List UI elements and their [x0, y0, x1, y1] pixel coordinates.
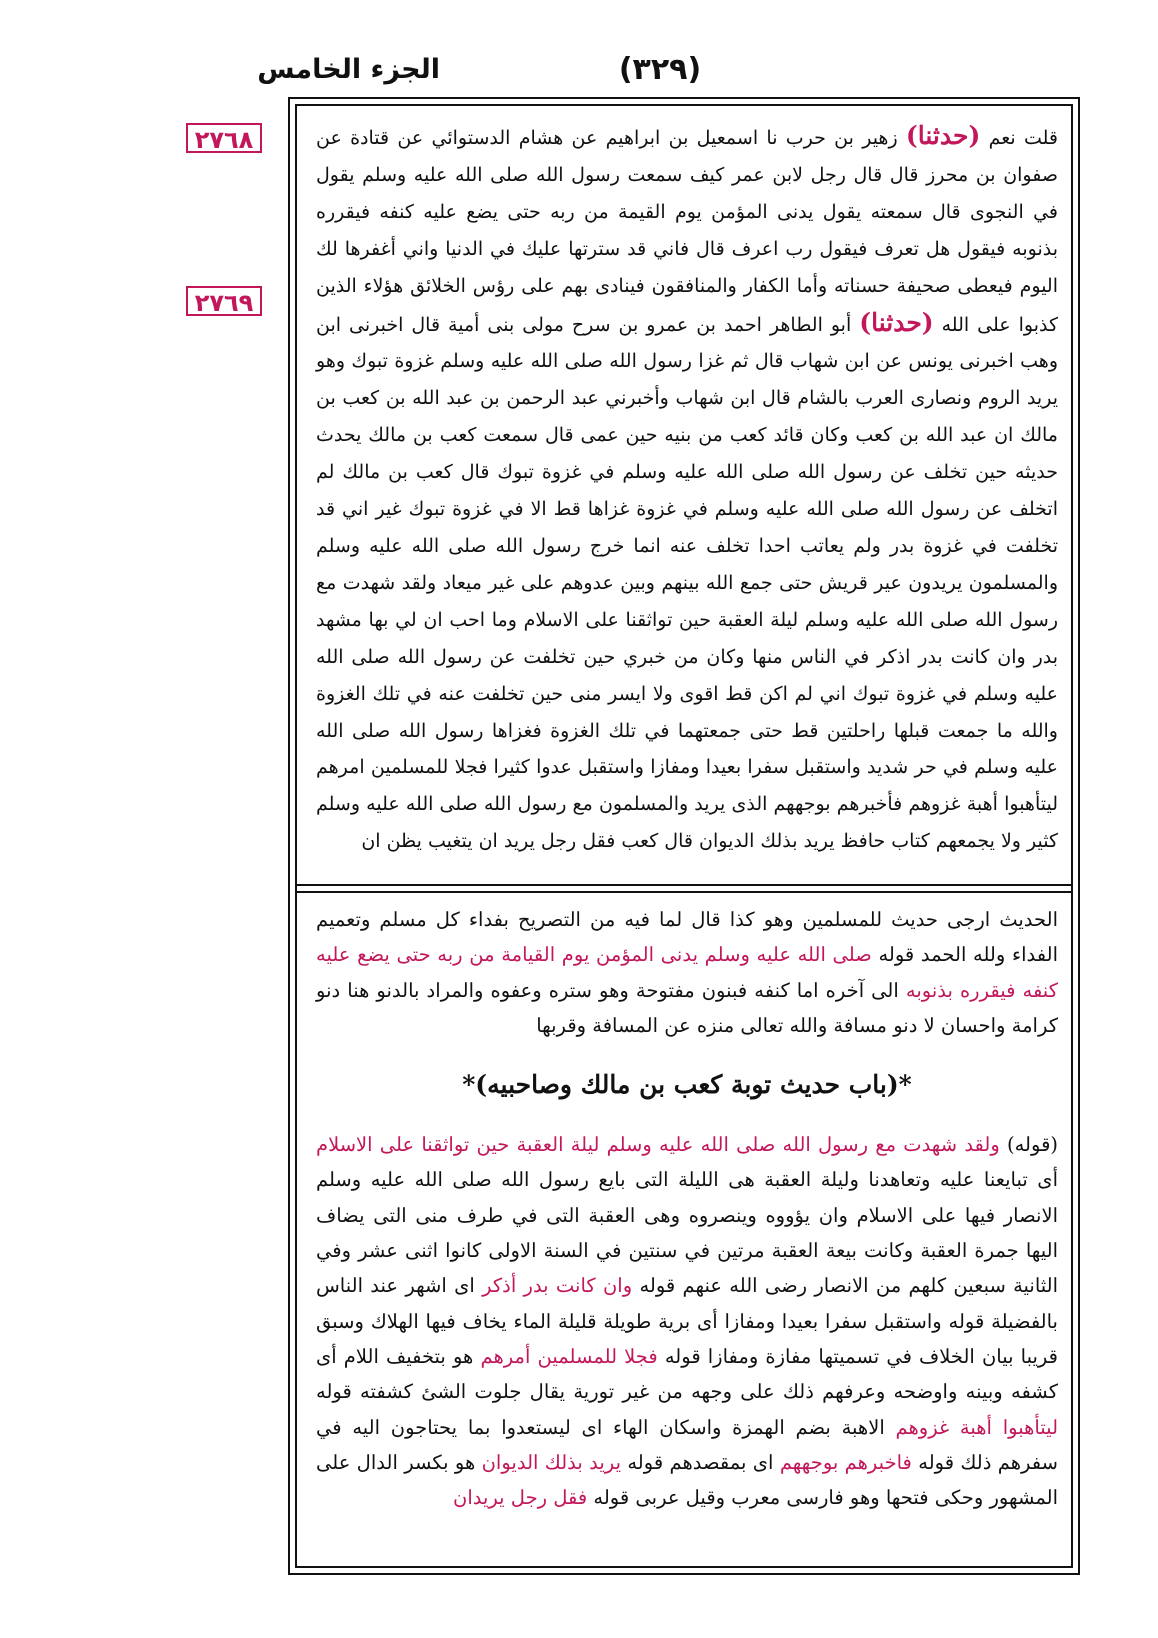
commentary-block [316, 902, 1058, 1515]
hadith-number-box: ٢٧٦٩ [186, 286, 262, 316]
section-divider [295, 884, 1073, 886]
page-number: (٣٢٩) [618, 52, 702, 87]
text-segment: قوله [878, 943, 915, 967]
text-segment: (قوله) [1007, 1133, 1059, 1157]
text-segment: الحديث ارجى حديث للمسلمين وهو كذا قال لما فيه من التصريح بفداء كل مسلم وتعميم الفداء ولله الحمد [316, 908, 1058, 967]
highlighted-quote: فقل رجل يريدان [453, 1486, 588, 1510]
commentary-paragraph [316, 902, 1058, 1043]
highlighted-quote: فاخبرهم بوجههم [779, 1450, 912, 1474]
highlighted-quote: فجلا للمسلمين أمرهم [480, 1344, 658, 1368]
haddathana-keyword: (حدثنا) [859, 307, 934, 337]
commentary-paragraph [316, 1127, 1058, 1515]
text-segment: أى تبايعنا عليه وتعاهدنا وليلة العقبة هى الليلة التى بايع رسول الله صلى الله عليه وسلم الانصار فيها على الاسلام وان يؤووه وينصروه وهى العقبة التى في طرف منى التى يضاف اليها جمرة العقبة وكانت بيعة العقبة مرتين في سنتين في السنة الاولى كانوا اثنى عشر وفي الثانية سبعين كلهم من الانصار رضى الله عنهم قوله [316, 1168, 1059, 1298]
hadith-number-box: ٢٧٦٨ [186, 123, 262, 153]
text-segment: أبو الطاهر احمد بن عمرو بن سرح مولى بنى أمية قال اخبرنى ابن وهب اخبرنى يونس عن ابن شهاب قال ثم غزا رسول الله صلى الله عليه وسلم غزوة تبوك وهو يريد الروم ونصارى العرب بالشام قال ابن شهاب وأخبرني عبد الرحمن بن عبد الله بن كعب بن مالك ان عبد الله بن كعب وكان قائد كعب من بنيه حين عمى قال سمعت كعب بن مالك يحدث حديثه حين تخلف عن رسول الله صلى الله عليه وسلم في غزوة تبوك قال كعب بن مالك لم اتخلف عن رسول الله صلى الله عليه وسلم في غزوة غزاها قط الا في غزوة تبوك غير اني قد تخلفت في غزوة بدر ولم يعاتب احدا تخلف عنه انما خرج رسول الله صلى الله عليه وسلم والمسلمون يريدون عير قريش حتى جمع الله بينهم وبين عدوهم على غير ميعاد ولقد شهدت مع رسول الله صلى الله عليه وسلم ليلة العقبة حين تواثقنا على الاسلام وما احب ان لي بها مشهد بدر وان كانت بدر اذكر في الناس منها وكان من خبري حين تخلفت عن رسول الله صلى الله عليه وسلم في غزوة تبوك اني لم اكن قط اقوى ولا ايسر منى حين تخلفت عنه في تلك الغزوة والله ما جمعت قبلها راحلتين قط حتى جمعتهما في تلك الغزوة فغزاها رسول الله صلى الله عليه وسلم في حر شديد واستقبل سفرا بعيدا ومفازا واستقبل عدوا كثيرا فجلا للمسلمين امرهم ليتأهبوا أهبة غزوهم فأخبرهم بوجههم الذى يريد والمسلمون مع رسول الله صلى الله عليه وسلم كثير ولا يجمعهم كتاب حافظ يريد بذلك الديوان قال كعب فقل رجل يريد ان يتغيب يظن ان [316, 313, 1058, 853]
hadith-text-block [316, 118, 1058, 860]
volume-title: الجزء الخامس [257, 54, 440, 85]
highlighted-quote: ليتأهبوا أهبة غزوهم [895, 1415, 1059, 1439]
text-segment: هو بتخفيف اللام أى كشفه وبينه واوضحه وعرفهم ذلك على وجهه من غير تورية يقال جلوت الشئ كشفته قوله [316, 1344, 1058, 1404]
page-header [0, 44, 1158, 94]
highlighted-quote: يريد بذلك الديوان [481, 1450, 621, 1474]
text-segment: هو بكسر الدال على المشهور وحكى فتحها وهو فارسى معرب وقيل عربى قوله [316, 1450, 1058, 1510]
highlighted-quote: ولقد شهدت مع رسول الله صلى الله عليه وسلم ليلة العقبة حين تواثقنا على الاسلام [316, 1133, 1000, 1157]
text-segment: الاهبة بضم الهمزة واسكان الهاء اى ليستعدوا بما يحتاجون اليه في سفرهم ذلك قوله [316, 1415, 1058, 1474]
text-segment: اى اشهر عند الناس بالفضيلة قوله واستقبل سفرا بعيدا ومفازا أى برية طويلة قليلة الماء يخاف فيها الهلاك وسبق قريبا بيان الخلاف في تسميتها مفازة ومفازا قوله [316, 1274, 1059, 1368]
highlighted-quote: وان كانت بدر أذكر [482, 1274, 633, 1298]
chapter-heading: *(باب حديث توبة كعب بن مالك وصاحبيه)* [462, 1070, 912, 1100]
highlighted-quote: صلى الله عليه وسلم يدنى المؤمن يوم القيامة من ربه حتى يضع عليه كنفه فيقرره بذنوبه [316, 943, 1058, 1002]
section-divider [295, 891, 1073, 893]
text-segment: الى آخره اما كنفه فبنون مفتوحة وهو ستره وعفوه والمراد بالدنو هنا دنو كرامة واحسان لا دنو مسافة والله تعالى منزه عن المسافة وقربها [316, 978, 1058, 1037]
text-segment: اى بمقصدهم قوله [627, 1450, 774, 1474]
haddathana-keyword: (حدثنا) [905, 121, 981, 150]
text-segment: زهير بن حرب نا اسمعيل بن ابراهيم عن هشام الدستوائي عن قتادة عن صفوان بن محرز قال قال رجل لابن عمر كيف سمعت رسول الله صلى الله عليه وسلم يقول في النجوى قال سمعته يقول يدنى المؤمن يوم القيمة من ربه حتى يضع عليه كنفه فيقرره بذنوبه فيقول هل تعرف فيقول رب اعرف قال فاني قد سترتها عليك في الدنيا واني أغفرها لك اليوم فيعطى صحيفة حسناته وأما الكفار والمنافقون فينادى بهم على رؤس الخلائق هؤلاء الذين كذبوا على الله [316, 127, 1058, 336]
text-segment: قلت نعم [988, 127, 1058, 149]
